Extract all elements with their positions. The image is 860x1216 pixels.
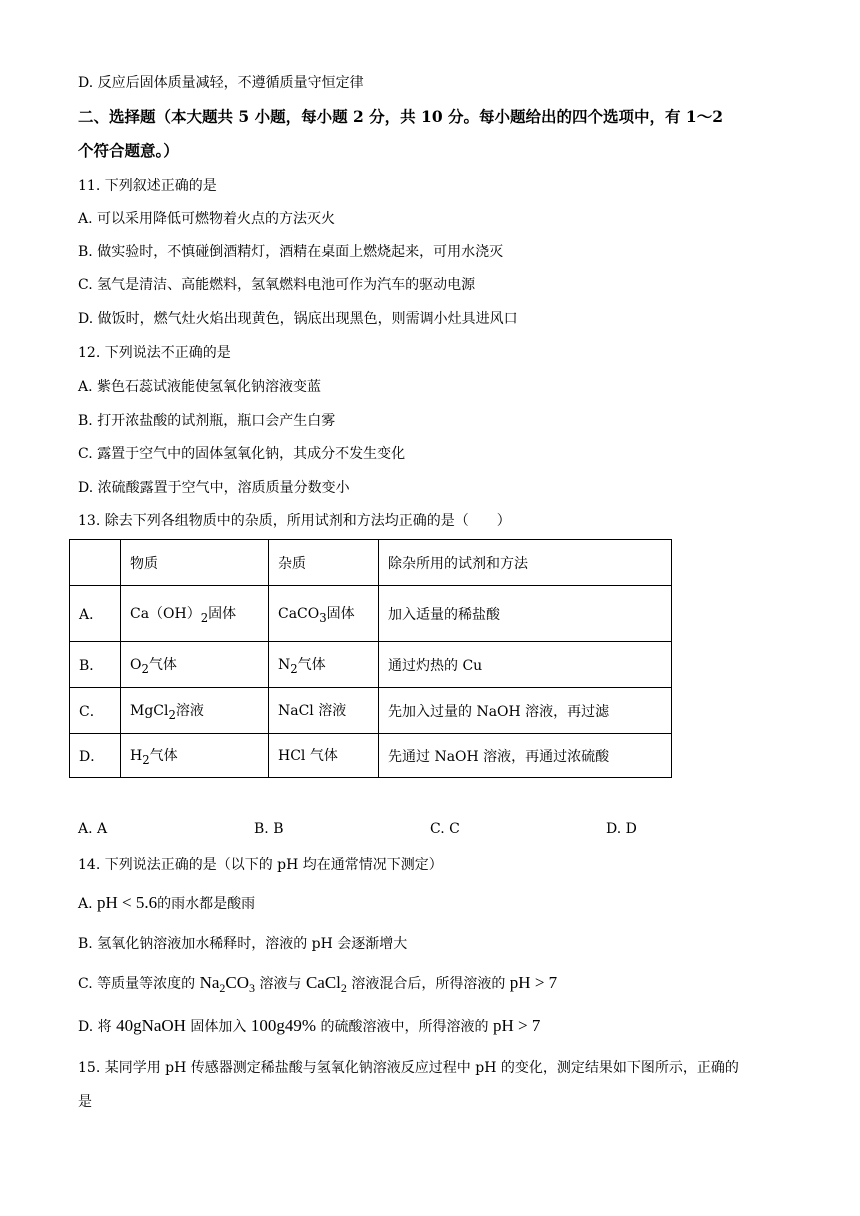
substance-cell: MgCl$_2$溶液 <box>121 688 269 734</box>
method-cell: 先加入过量的 NaOH 溶液，再过滤 <box>379 688 672 734</box>
method-cell: 通过灼热的 Cu <box>379 642 672 688</box>
row-label: A． <box>70 586 121 642</box>
q14-stem: 14. 下列说法正确的是（以下的 pH 均在通常情况下测定） <box>78 857 443 873</box>
impurity-cell: HCl 气体 <box>269 734 379 778</box>
q12-option-d: D. 浓硫酸露置于空气中，溶质质量分数变小 <box>78 480 350 496</box>
q15-stem: 15. 某同学用 pH 传感器测定稀盐酸与氢氧化钠溶液反应过程中 pH 的变化，测定结果如下图所示，正确的 <box>78 1060 739 1076</box>
substance-cell: $H_2$气体 <box>121 734 269 778</box>
impurity-cell: CaCO$_3$固体 <box>269 586 379 642</box>
row-label: C． <box>70 688 121 734</box>
q14-option-d: D. 将 40gNaOH 固体加入 100g49% 的硫酸溶液中，所得溶液的 pH > 7 <box>78 1016 541 1035</box>
table-row <box>70 688 672 734</box>
q12-option-b: B. 打开浓盐酸的试剂瓶，瓶口会产生白雾 <box>78 413 336 429</box>
table-header-cell: 物质 <box>121 540 269 586</box>
section-2-heading: 二、选择题（本大题共 5 小题，每小题 2 分，共 10 分。每小题给出的四个选项中，有 1～2 <box>78 107 723 126</box>
impurity-cell: NaCl 溶液 <box>269 688 379 734</box>
q12-stem: 12. 下列说法不正确的是 <box>78 345 231 361</box>
q11-option-c: C. 氢气是清洁、高能燃料，氢氧燃料电池可作为汽车的驱动电源 <box>78 277 476 293</box>
q13-answer-d: D. D <box>606 821 637 837</box>
impurity-cell: $N_2$气体 <box>269 642 379 688</box>
q15-stem-cont: 是 <box>78 1094 92 1110</box>
table-header-cell: 除杂所用的试剂和方法 <box>379 540 672 586</box>
table-header-cell <box>70 540 121 586</box>
table-row <box>70 586 672 642</box>
q11-stem: 11. 下列叙述正确的是 <box>78 178 217 194</box>
q13-stem: 13. 除去下列各组物质中的杂质，所用试剂和方法均正确的是（ ） <box>78 513 511 529</box>
q13-answer-c: C. C <box>430 821 460 837</box>
table-header-cell: 杂质 <box>269 540 379 586</box>
q11-option-d: D. 做饭时，燃气灶火焰出现黄色，锅底出现黑色，则需调小灶具进风口 <box>78 311 518 327</box>
q14-option-a: A. pH < 5.6的雨水都是酸雨 <box>78 893 256 912</box>
table-row <box>70 734 672 778</box>
q13-answer-a: A. A <box>78 821 108 837</box>
row-label: B． <box>70 642 121 688</box>
q14-option-c: C. 等质量等浓度的 $Na_2CO_3$ 溶液与 CaCl$_2$ 溶液混合后，所得溶液的 pH > 7 <box>78 973 558 995</box>
q11-option-a: A. 可以采用降低可燃物着火点的方法灭火 <box>78 211 336 227</box>
section-2-heading-cont: 个符合题意。） <box>78 141 179 160</box>
q10-option-d: D. 反应后固体质量减轻，不遵循质量守恒定律 <box>78 75 364 91</box>
q13-answer-b: B. B <box>254 821 284 837</box>
substance-cell: $O_2$气体 <box>121 642 269 688</box>
method-cell: 加入适量的稀盐酸 <box>379 586 672 642</box>
row-label: D． <box>70 734 121 778</box>
q11-option-b: B. 做实验时，不慎碰倒酒精灯，酒精在桌面上燃烧起来，可用水浇灭 <box>78 244 504 260</box>
table-header-row <box>70 540 672 586</box>
table-row <box>70 642 672 688</box>
method-cell: 先通过 NaOH 溶液，再通过浓硫酸 <box>379 734 672 778</box>
q12-option-a: A. 紫色石蕊试液能使氢氧化钠溶液变蓝 <box>78 379 322 395</box>
substance-cell: $Ca(OH)_2$固体 <box>121 586 269 642</box>
q13-table <box>69 539 672 778</box>
q12-option-c: C. 露置于空气中的固体氢氧化钠，其成分不发生变化 <box>78 446 406 462</box>
q14-option-b: B. 氢氧化钠溶液加水稀释时，溶液的 pH 会逐渐增大 <box>78 936 408 952</box>
